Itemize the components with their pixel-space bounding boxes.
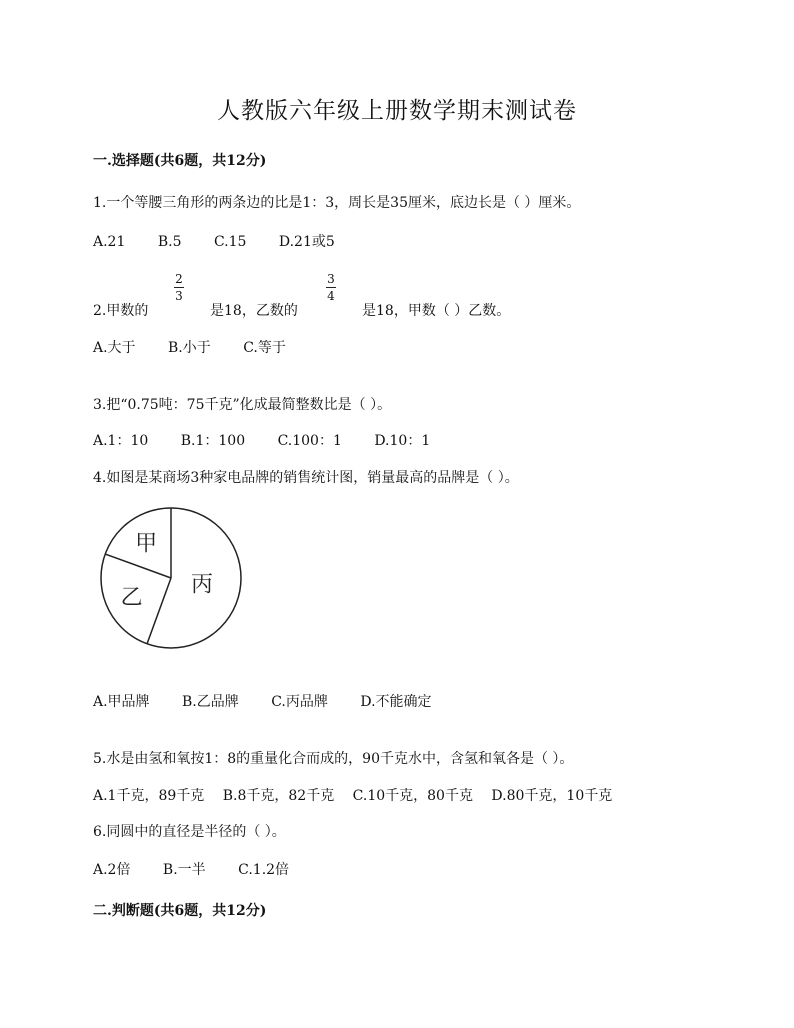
option-a: A.甲品牌 <box>93 694 150 710</box>
section-heading-judgement: 二.判断题(共6题，共12分) <box>93 903 267 919</box>
option-c: C.1.2倍 <box>238 862 290 878</box>
question-5-options <box>93 785 612 805</box>
option-c: C.15 <box>213 234 247 250</box>
question-3: 3.把“0.75吨：75千克”化成最简整数比是（ ）。 <box>93 397 392 413</box>
fraction-three-quarters <box>326 272 336 304</box>
option-d: D.不能确定 <box>360 694 432 710</box>
option-d: D.21或5 <box>278 234 335 250</box>
fraction-two-thirds <box>174 272 184 304</box>
option-a: A.大于 <box>93 340 136 356</box>
option-a: A.1：10 <box>93 433 149 449</box>
option-a: A.1千克，89千克 <box>93 788 205 804</box>
question-1-options <box>93 231 363 251</box>
fraction-denominator: 3 <box>175 289 183 303</box>
option-b: B.1：100 <box>180 433 246 449</box>
option-c: C.10千克，80千克 <box>352 788 473 804</box>
question-4-options <box>93 691 460 711</box>
pie-divider <box>105 554 171 578</box>
fraction-numerator: 2 <box>175 272 183 286</box>
section-heading-choice: 一.选择题(共6题，共12分) <box>93 153 267 169</box>
pie-chart <box>98 505 244 651</box>
pie-slice-label: 乙 <box>120 585 143 611</box>
question-2-options <box>93 337 314 357</box>
question-2-suffix: 是18，甲数（ ）乙数。 <box>362 303 511 319</box>
pie-slice-label: 丙 <box>191 572 214 598</box>
option-b: B.8千克，82千克 <box>222 788 335 804</box>
option-d: D.80千克，10千克 <box>491 788 613 804</box>
fraction-bar <box>326 287 336 288</box>
question-2-middle: 是18，乙数的 <box>210 303 298 319</box>
pie-slice-label: 甲 <box>135 531 158 557</box>
option-c: C.丙品牌 <box>271 694 328 710</box>
page-title: 人教版六年级上册数学期末测试卷 <box>217 98 577 124</box>
fraction-denominator: 4 <box>327 289 335 303</box>
option-b: B.5 <box>157 234 182 250</box>
pie-divider <box>147 578 171 644</box>
question-6-options <box>93 859 317 879</box>
option-a: A.2倍 <box>93 862 131 878</box>
option-c: C.100：1 <box>277 433 342 449</box>
question-3-options <box>93 430 458 450</box>
question-4: 4.如图是某商场3种家电品牌的销售统计图，销量最高的品牌是（ ）。 <box>93 470 519 486</box>
option-a: A.21 <box>93 234 126 250</box>
option-b: B.乙品牌 <box>182 694 239 710</box>
option-c: C.等于 <box>243 340 286 356</box>
question-5: 5.水是由氢和氧按1：8的重量化合而成的，90千克水中，含氢和氧各是（ ）。 <box>93 751 574 767</box>
question-1: 1.一个等腰三角形的两条边的比是1：3，周长是35厘米，底边长是（ ）厘米。 <box>93 195 581 211</box>
option-b: B.小于 <box>168 340 211 356</box>
option-b: B.一半 <box>162 862 206 878</box>
question-2-prefix: 2.甲数的 <box>93 303 149 319</box>
fraction-numerator: 3 <box>327 272 335 286</box>
question-6: 6.同圆中的直径是半径的（ ）。 <box>93 824 286 840</box>
option-d: D.10：1 <box>374 433 431 449</box>
fraction-bar <box>174 287 184 288</box>
